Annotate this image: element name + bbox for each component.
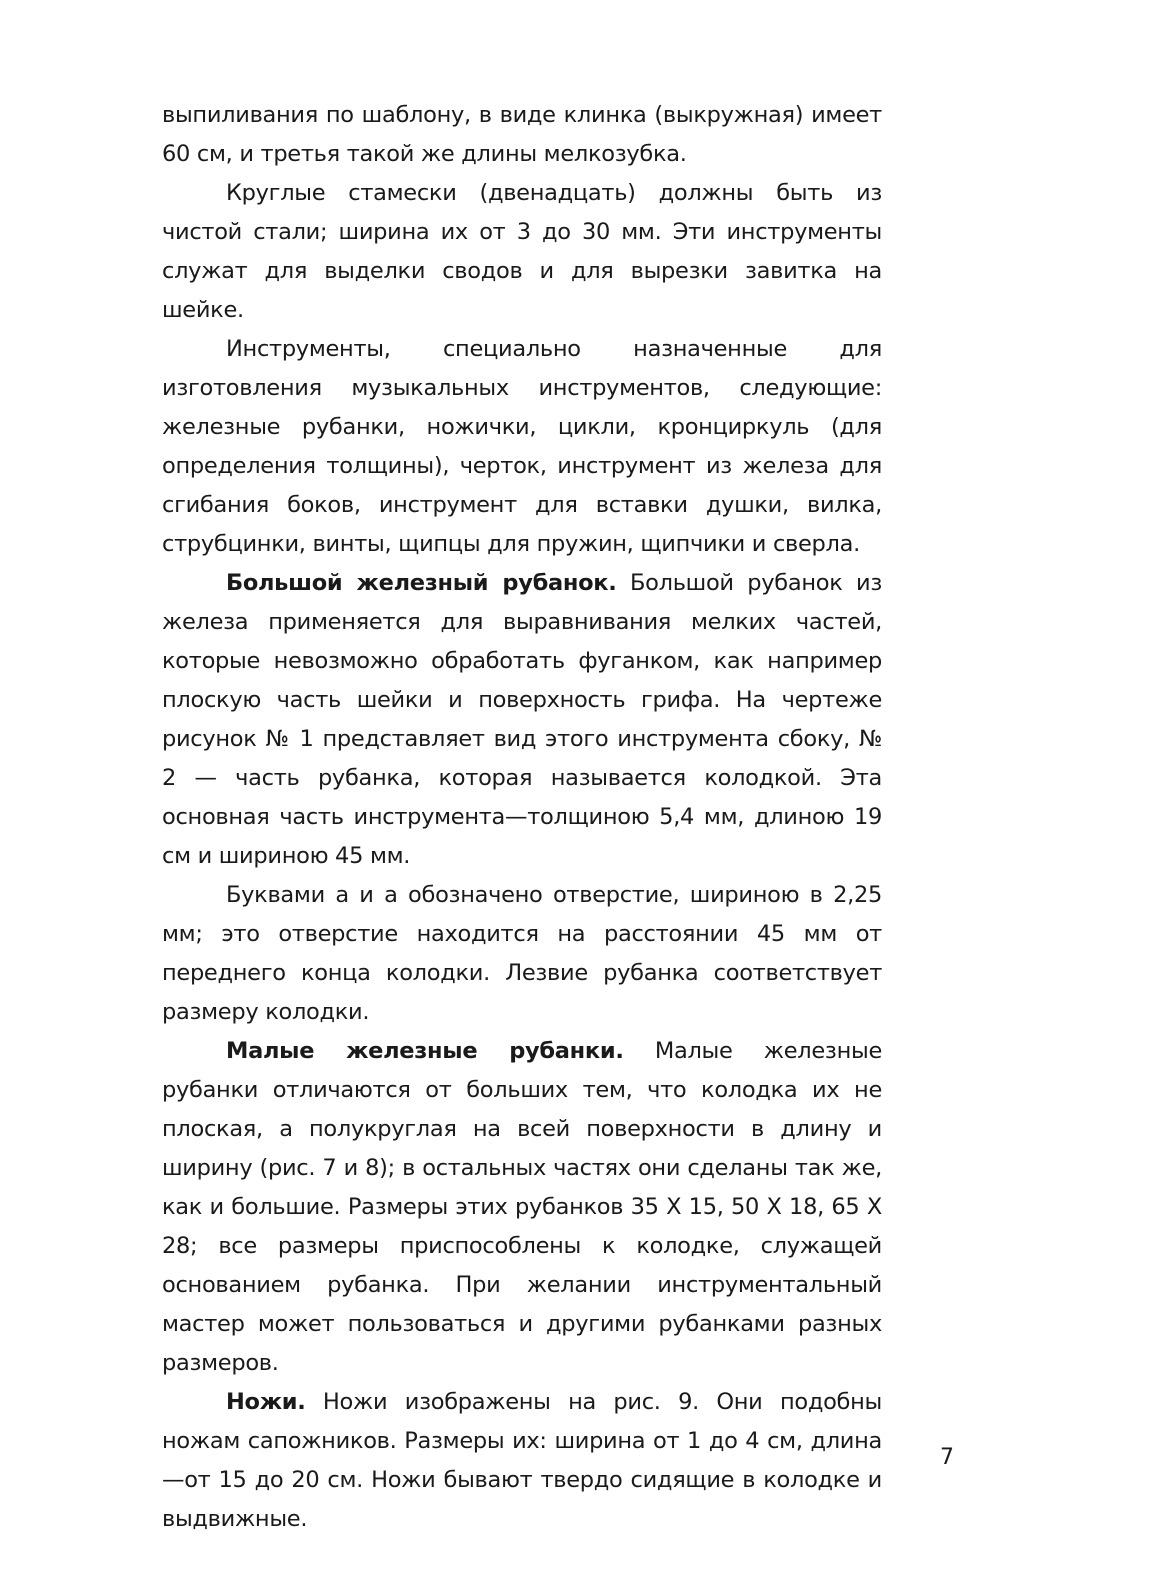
paragraph-knives bbox=[162, 1383, 882, 1539]
paragraph-small-planes bbox=[162, 1032, 882, 1383]
paragraph-text: Ножи изображены на рис. 9. Они подобны ножам сапожников. Размеры их: ширина от 1 до 4 см, длина—от 15 до 20 см. Ножи бывают твердо сидящие в колодке и выдвижные. bbox=[162, 1389, 882, 1532]
paragraph-text: Малые железные рубанки отличаются от больших тем, что колодка их не плоская, а полукруглая на всей поверхности в длину и ширину (рис. 7 и 8); в остальных частях они сделаны так же, как и большие. Размеры этих рубанков 35 X 15, 50 X 18, 65 X 28; все размеры приспособлены к колодке, служащей основанием рубанка. При желании инструментальный мастер может пользоваться и другими рубанками разных размеров. bbox=[162, 1038, 882, 1376]
section-term: Большой железный рубанок. bbox=[226, 570, 617, 596]
paragraph-text: Буквами а и а обозначено отверстие, шириною в 2,25 мм; это отверстие находится на расстоянии 45 мм от переднего конца колодки. Лезвие рубанка соответствует размеру колодки. bbox=[162, 882, 882, 1025]
paragraph-text: Круглые стамески (двенадцать) должны быть из чистой стали; ширина их от 3 до 30 мм. Эти инструменты служат для выделки сводов и для вырезки завитка на шейке. bbox=[162, 180, 882, 323]
body-text bbox=[162, 96, 882, 1539]
section-term: Ножи. bbox=[226, 1389, 306, 1415]
paragraph-letters-opening bbox=[162, 876, 882, 1032]
section-term: Малые железные рубанки. bbox=[226, 1038, 624, 1064]
paragraph-instrument-tools bbox=[162, 330, 882, 564]
paragraph-large-plane bbox=[162, 564, 882, 876]
paragraph-text: Большой рубанок из железа применяется для выравнивания мелких частей, которые невозможно обработать фуганком, как например плоскую часть шейки и поверхность грифа. На чертеже рисунок № 1 представляет вид этого инструмента сбоку, № 2 — часть рубанка, которая называется колодкой. Эта основная часть инструмента—толщиною 5,4 мм, длиною 19 см и шириною 45 мм. bbox=[162, 570, 882, 869]
paragraph-continuation bbox=[162, 96, 882, 174]
page-number: 7 bbox=[940, 1445, 954, 1470]
paragraph-chisels bbox=[162, 174, 882, 330]
paragraph-text: выпиливания по шаблону, в виде клинка (выкружная) имеет 60 см, и третья такой же длины мелкозубка. bbox=[162, 102, 882, 167]
paragraph-text: Инструменты, специально назначенные для изготовления музыкальных инструментов, следующие: железные рубанки, ножички, цикли, кронциркуль (для определения толщины), черток, инструмент из железа для сгибания боков, инструмент для вставки душки, вилка, струбцинки, винты, щипцы для пружин, щипчики и сверла. bbox=[162, 336, 882, 557]
